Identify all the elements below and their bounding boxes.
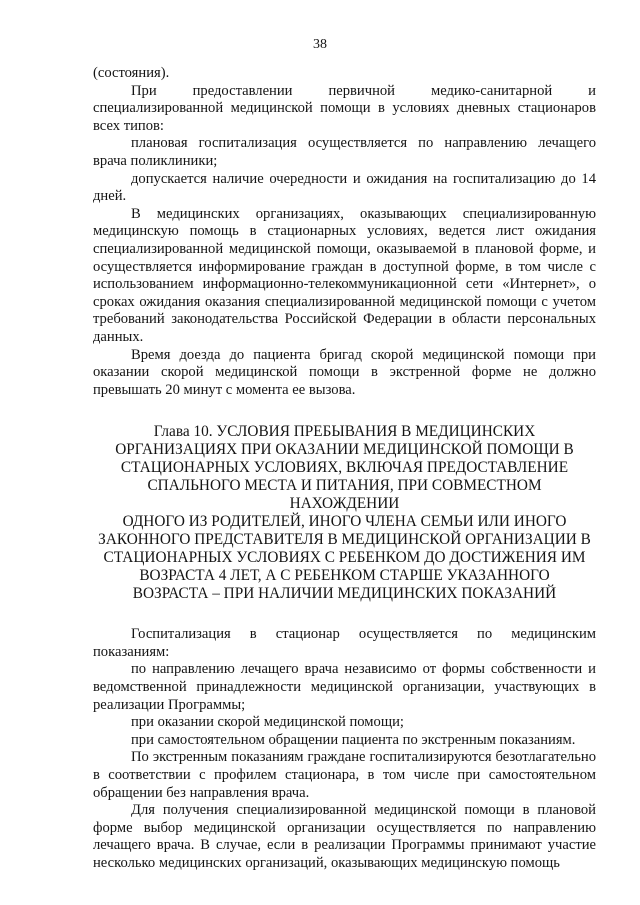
- paragraph-ambulance: при оказании скорой медицинской помощи;: [131, 714, 404, 731]
- chapter-heading-line: ЗАКОННОГО ПРЕДСТАВИТЕЛЯ В МЕДИЦИНСКОЙ ОРГАНИЗАЦИИ В: [98, 531, 591, 549]
- paragraph-emergency: По экстренным показаниям граждане госпитализируются безотлагательно в соответствии с профилем стационара, в том числе при самостоятельном обращении без направления врача.: [93, 749, 596, 801]
- chapter-heading-line: ОДНОГО ИЗ РОДИТЕЛЕЙ, ИНОГО ЧЛЕНА СЕМЬИ ИЛИ ИНОГО: [122, 513, 567, 531]
- paragraph-waiting-list: В медицинских организациях, оказывающих специализированную медицинскую помощь в стационарных условиях, ведется лист ожидания специализированной медицинской помощи, оказываемой в плановой форме, и осуществляется информирование граждан в доступной форме, в том числе с использованием информационно-телекоммуникационной сети «Интернет», о сроках ожидания оказания специализированной медицинской помощи с учетом требований законодательства Российской Федерации в области персональных данных.: [93, 205, 596, 345]
- document-body: [93, 65, 596, 873]
- paragraph-hospitalization-indications: Госпитализация в стационар осуществляется по медицинским показаниям:: [93, 626, 596, 660]
- paragraph-ambulance-time: Время доезда до пациента бригад скорой медицинской помощи при оказании скорой медицинской помощи в экстренной форме не должно превышать 20 минут с момента ее вызова.: [93, 346, 596, 398]
- paragraph-continuation: (состояния).: [93, 65, 170, 81]
- paragraph-waiting-time: допускается наличие очередности и ожидания на госпитализацию до 14 дней.: [93, 170, 596, 205]
- chapter-heading-line: ВОЗРАСТА – ПРИ НАЛИЧИИ МЕДИЦИНСКИХ ПОКАЗАНИЙ: [132, 585, 557, 603]
- chapter-heading-line: СТАЦИОНАРНЫХ УСЛОВИЯХ, ВКЛЮЧАЯ ПРЕДОСТАВЛЕНИЕ: [120, 459, 569, 477]
- page-number: 38: [313, 37, 327, 52]
- paragraph-self-referral: при самостоятельном обращении пациента по экстренным показаниям.: [131, 731, 576, 748]
- chapter-heading-line: ОРГАНИЗАЦИЯХ ПРИ ОКАЗАНИИ МЕДИЦИНСКОЙ ПОМОЩИ В: [115, 441, 574, 459]
- paragraph-planned-hospitalization: плановая госпитализация осуществляется по направлению лечащего врача поликлиники;: [93, 135, 596, 169]
- chapter-heading-line: СПАЛЬНОГО МЕСТА И ПИТАНИЯ, ПРИ СОВМЕСТНОМ НАХОЖДЕНИИ: [147, 477, 542, 513]
- chapter-heading: [93, 423, 596, 603]
- paragraph-day-hospitals: При предоставлении первичной медико-санитарной и специализированной медицинской помощи в условиях дневных стационаров всех типов:: [93, 82, 596, 134]
- chapter-heading-line: ВОЗРАСТА 4 ЛЕТ, А С РЕБЕНКОМ СТАРШЕ УКАЗАННОГО: [139, 567, 550, 585]
- paragraph-referral: по направлению лечащего врача независимо от формы собственности и ведомственной принадлежности медицинской организации, участвующих в реализации Программы;: [93, 661, 596, 713]
- chapter-heading-line: СТАЦИОНАРНЫХ УСЛОВИЯХ С РЕБЕНКОМ ДО ДОСТИЖЕНИЯ ИМ: [103, 549, 586, 567]
- chapter-heading-line: Глава 10. УСЛОВИЯ ПРЕБЫВАНИЯ В МЕДИЦИНСКИХ: [153, 423, 536, 441]
- paragraph-planned-choice: Для получения специализированной медицинской помощи в плановой форме выбор медицинской организации осуществляется по направлению лечащего врача. В случае, если в реализации Программы принимают участие несколько медицинских организаций, оказывающих медицинскую помощь: [93, 802, 596, 871]
